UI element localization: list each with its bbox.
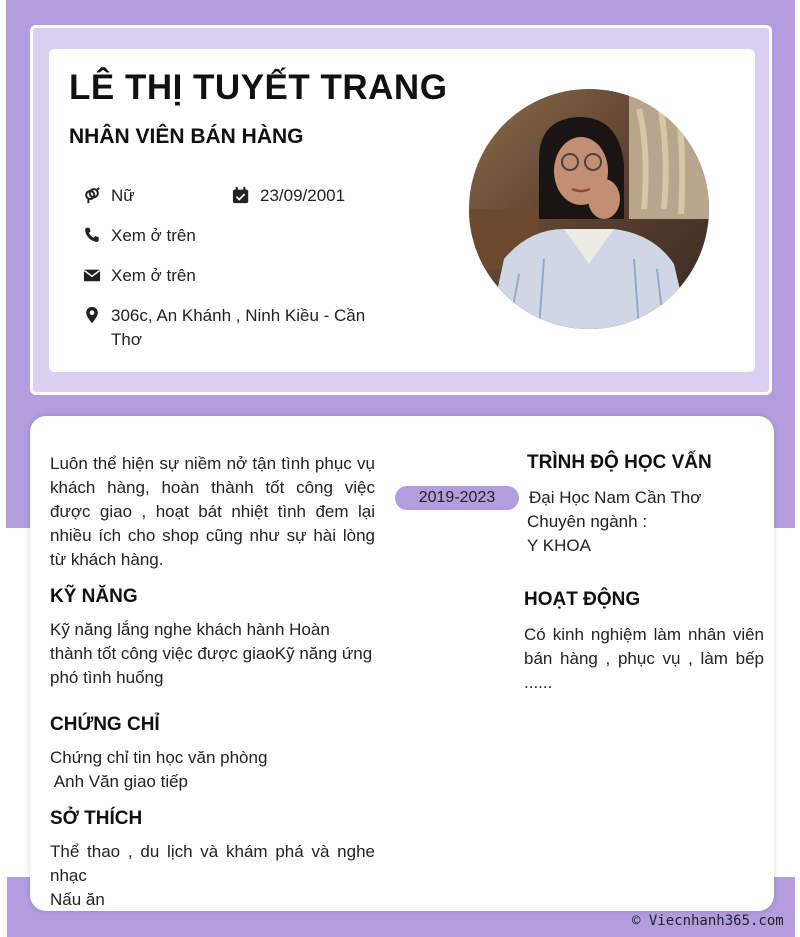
candidate-name: LÊ THỊ TUYẾT TRANG	[69, 68, 448, 107]
gender-value: Nữ	[111, 186, 135, 205]
skills-text: Kỹ năng lắng nghe khách hành Hoàn thành tốt công việc được giaoKỹ năng ứng phó tình huống	[50, 620, 373, 687]
education-years-badge: 2019-2023	[395, 486, 519, 510]
certificate-item: Chứng chỉ tin học văn phòng	[50, 748, 268, 767]
certificates-title: CHỨNG CHỈ	[50, 714, 160, 735]
phone-value: Xem ở trên	[111, 226, 196, 245]
calendar-icon	[232, 186, 250, 204]
gender-icon	[83, 186, 101, 204]
email-value: Xem ở trên	[111, 266, 196, 285]
education-title: TRÌNH ĐỘ HỌC VẤN	[527, 452, 712, 473]
certificate-item: Anh Văn giao tiếp	[50, 772, 189, 791]
profile-photo	[469, 89, 709, 329]
education-school: Đại Học Nam Cần Thơ	[529, 488, 702, 507]
job-title: NHÂN VIÊN BÁN HÀNG	[69, 125, 304, 148]
email-icon	[83, 266, 101, 284]
activities-text: Có kinh nghiệm làm nhân viên bán hàng , phục vụ , làm bếp ......	[524, 625, 764, 692]
hobbies-title: SỞ THÍCH	[50, 808, 143, 829]
hobby-item: Thể thao , du lịch và khám phá và nghe nhạc	[50, 842, 375, 885]
phone-icon	[83, 226, 101, 244]
copyright-footer: © Viecnhanh365.com	[632, 913, 784, 929]
address-value: 306c, An Khánh , Ninh Kiều - Cần Thơ	[111, 306, 366, 349]
career-objective: Luôn thể hiện sự niềm nở tận tình phục vụ khách hàng, hoàn thành tốt công việc được giao , hoạt bát nhiệt tình đem lại nhiều ích cho shop cũng như sự hài lòng từ khách hàng.	[50, 454, 375, 569]
activities-title: HOẠT ĐỘNG	[524, 589, 641, 610]
birthday-value: 23/09/2001	[260, 186, 346, 205]
education-major: Y KHOA	[527, 536, 591, 555]
location-icon	[83, 306, 101, 324]
education-major-label: Chuyên ngành :	[527, 512, 648, 531]
skills-title: KỸ NĂNG	[50, 586, 138, 607]
hobby-item: Nấu ăn	[50, 890, 105, 909]
